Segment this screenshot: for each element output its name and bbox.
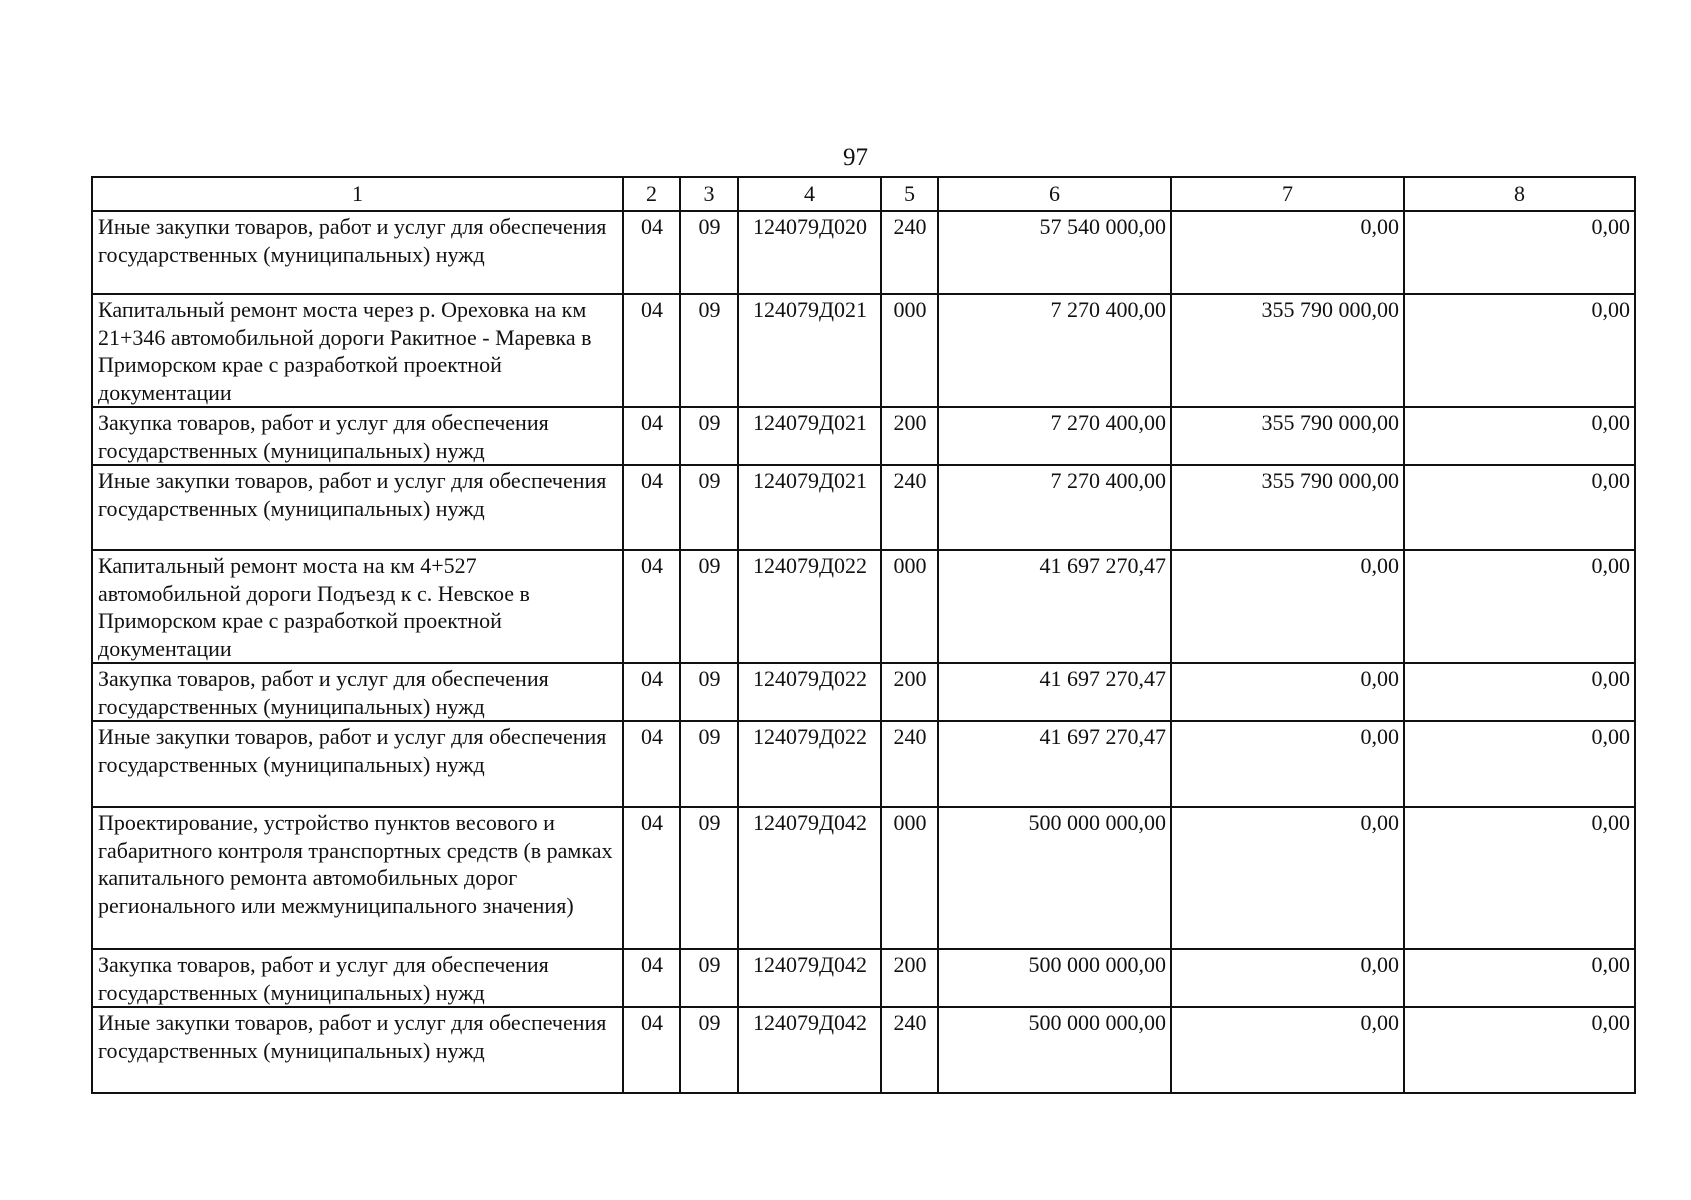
target-article-code: 124079Д022 bbox=[738, 550, 881, 663]
subsection-code: 09 bbox=[680, 465, 738, 550]
amount-col-7: 0,00 bbox=[1171, 550, 1404, 663]
amount-col-7: 0,00 bbox=[1171, 721, 1404, 807]
amount-col-7: 355 790 000,00 bbox=[1171, 407, 1404, 465]
target-article-code: 124079Д021 bbox=[738, 465, 881, 550]
amount-col-8: 0,00 bbox=[1404, 949, 1635, 1007]
item-name: Закупка товаров, работ и услуг для обеспечения государственных (муниципальных) нужд bbox=[92, 663, 623, 721]
header-cell: 3 bbox=[680, 177, 738, 211]
item-name: Капитальный ремонт моста на км 4+527 автомобильной дороги Подъезд к с. Невское в Приморском крае с разработкой проектной документации bbox=[92, 550, 623, 663]
amount-col-6: 41 697 270,47 bbox=[938, 663, 1171, 721]
item-name: Закупка товаров, работ и услуг для обеспечения государственных (муниципальных) нужд bbox=[92, 407, 623, 465]
amount-col-6: 500 000 000,00 bbox=[938, 807, 1171, 949]
expense-type-code: 240 bbox=[881, 465, 938, 550]
amount-col-7: 0,00 bbox=[1171, 949, 1404, 1007]
amount-col-6: 500 000 000,00 bbox=[938, 949, 1171, 1007]
expense-type-code: 200 bbox=[881, 407, 938, 465]
subsection-code: 09 bbox=[680, 211, 738, 294]
header-cell: 1 bbox=[92, 177, 623, 211]
item-name: Иные закупки товаров, работ и услуг для обеспечения государственных (муниципальных) нужд bbox=[92, 465, 623, 550]
amount-col-8: 0,00 bbox=[1404, 663, 1635, 721]
amount-col-8: 0,00 bbox=[1404, 211, 1635, 294]
page-number: 97 bbox=[843, 144, 868, 171]
table-row bbox=[92, 465, 1635, 550]
header-cell: 8 bbox=[1404, 177, 1635, 211]
subsection-code: 09 bbox=[680, 407, 738, 465]
amount-col-8: 0,00 bbox=[1404, 294, 1635, 407]
table-row bbox=[92, 663, 1635, 721]
target-article-code: 124079Д021 bbox=[738, 407, 881, 465]
section-code: 04 bbox=[623, 949, 680, 1007]
subsection-code: 09 bbox=[680, 294, 738, 407]
subsection-code: 09 bbox=[680, 807, 738, 949]
item-name: Закупка товаров, работ и услуг для обеспечения государственных (муниципальных) нужд bbox=[92, 949, 623, 1007]
section-code: 04 bbox=[623, 211, 680, 294]
amount-col-6: 7 270 400,00 bbox=[938, 407, 1171, 465]
table-row bbox=[92, 407, 1635, 465]
header-cell: 6 bbox=[938, 177, 1171, 211]
target-article-code: 124079Д042 bbox=[738, 949, 881, 1007]
subsection-code: 09 bbox=[680, 550, 738, 663]
expense-type-code: 240 bbox=[881, 211, 938, 294]
amount-col-7: 0,00 bbox=[1171, 663, 1404, 721]
amount-col-8: 0,00 bbox=[1404, 721, 1635, 807]
target-article-code: 124079Д042 bbox=[738, 1007, 881, 1093]
expense-type-code: 000 bbox=[881, 550, 938, 663]
subsection-code: 09 bbox=[680, 663, 738, 721]
budget-table bbox=[91, 176, 1636, 1094]
section-code: 04 bbox=[623, 1007, 680, 1093]
table-row bbox=[92, 294, 1635, 407]
section-code: 04 bbox=[623, 465, 680, 550]
item-name: Проектирование, устройство пунктов весового и габаритного контроля транспортных средств (в рамках капитального ремонта автомобильных дорог регионального или межмуниципального значения) bbox=[92, 807, 623, 949]
target-article-code: 124079Д021 bbox=[738, 294, 881, 407]
section-code: 04 bbox=[623, 294, 680, 407]
amount-col-8: 0,00 bbox=[1404, 1007, 1635, 1093]
header-cell: 5 bbox=[881, 177, 938, 211]
amount-col-7: 0,00 bbox=[1171, 211, 1404, 294]
amount-col-7: 0,00 bbox=[1171, 1007, 1404, 1093]
subsection-code: 09 bbox=[680, 1007, 738, 1093]
amount-col-6: 57 540 000,00 bbox=[938, 211, 1171, 294]
amount-col-6: 7 270 400,00 bbox=[938, 294, 1171, 407]
amount-col-7: 355 790 000,00 bbox=[1171, 294, 1404, 407]
amount-col-8: 0,00 bbox=[1404, 465, 1635, 550]
expense-type-code: 240 bbox=[881, 1007, 938, 1093]
item-name: Иные закупки товаров, работ и услуг для обеспечения государственных (муниципальных) нужд bbox=[92, 1007, 623, 1093]
section-code: 04 bbox=[623, 407, 680, 465]
item-name: Иные закупки товаров, работ и услуг для обеспечения государственных (муниципальных) нужд bbox=[92, 721, 623, 807]
amount-col-6: 41 697 270,47 bbox=[938, 721, 1171, 807]
header-cell: 2 bbox=[623, 177, 680, 211]
amount-col-6: 500 000 000,00 bbox=[938, 1007, 1171, 1093]
item-name: Капитальный ремонт моста через р. Ореховка на км 21+346 автомобильной дороги Ракитное - Маревка в Приморском крае с разработкой проектной документации bbox=[92, 294, 623, 407]
expense-type-code: 000 bbox=[881, 294, 938, 407]
expense-type-code: 000 bbox=[881, 807, 938, 949]
amount-col-6: 41 697 270,47 bbox=[938, 550, 1171, 663]
target-article-code: 124079Д022 bbox=[738, 721, 881, 807]
subsection-code: 09 bbox=[680, 721, 738, 807]
amount-col-8: 0,00 bbox=[1404, 407, 1635, 465]
subsection-code: 09 bbox=[680, 949, 738, 1007]
section-code: 04 bbox=[623, 721, 680, 807]
table-row bbox=[92, 721, 1635, 807]
table-row bbox=[92, 949, 1635, 1007]
target-article-code: 124079Д020 bbox=[738, 211, 881, 294]
section-code: 04 bbox=[623, 807, 680, 949]
table-body bbox=[92, 211, 1635, 1093]
target-article-code: 124079Д042 bbox=[738, 807, 881, 949]
amount-col-7: 0,00 bbox=[1171, 807, 1404, 949]
target-article-code: 124079Д022 bbox=[738, 663, 881, 721]
amount-col-8: 0,00 bbox=[1404, 807, 1635, 949]
header-cell: 4 bbox=[738, 177, 881, 211]
expense-type-code: 200 bbox=[881, 663, 938, 721]
table-row bbox=[92, 211, 1635, 294]
header-row bbox=[92, 177, 1635, 211]
table-row bbox=[92, 1007, 1635, 1093]
section-code: 04 bbox=[623, 663, 680, 721]
table-row bbox=[92, 550, 1635, 663]
table-row bbox=[92, 807, 1635, 949]
amount-col-6: 7 270 400,00 bbox=[938, 465, 1171, 550]
expense-type-code: 200 bbox=[881, 949, 938, 1007]
header-cell: 7 bbox=[1171, 177, 1404, 211]
section-code: 04 bbox=[623, 550, 680, 663]
expense-type-code: 240 bbox=[881, 721, 938, 807]
item-name: Иные закупки товаров, работ и услуг для обеспечения государственных (муниципальных) нужд bbox=[92, 211, 623, 294]
amount-col-8: 0,00 bbox=[1404, 550, 1635, 663]
amount-col-7: 355 790 000,00 bbox=[1171, 465, 1404, 550]
